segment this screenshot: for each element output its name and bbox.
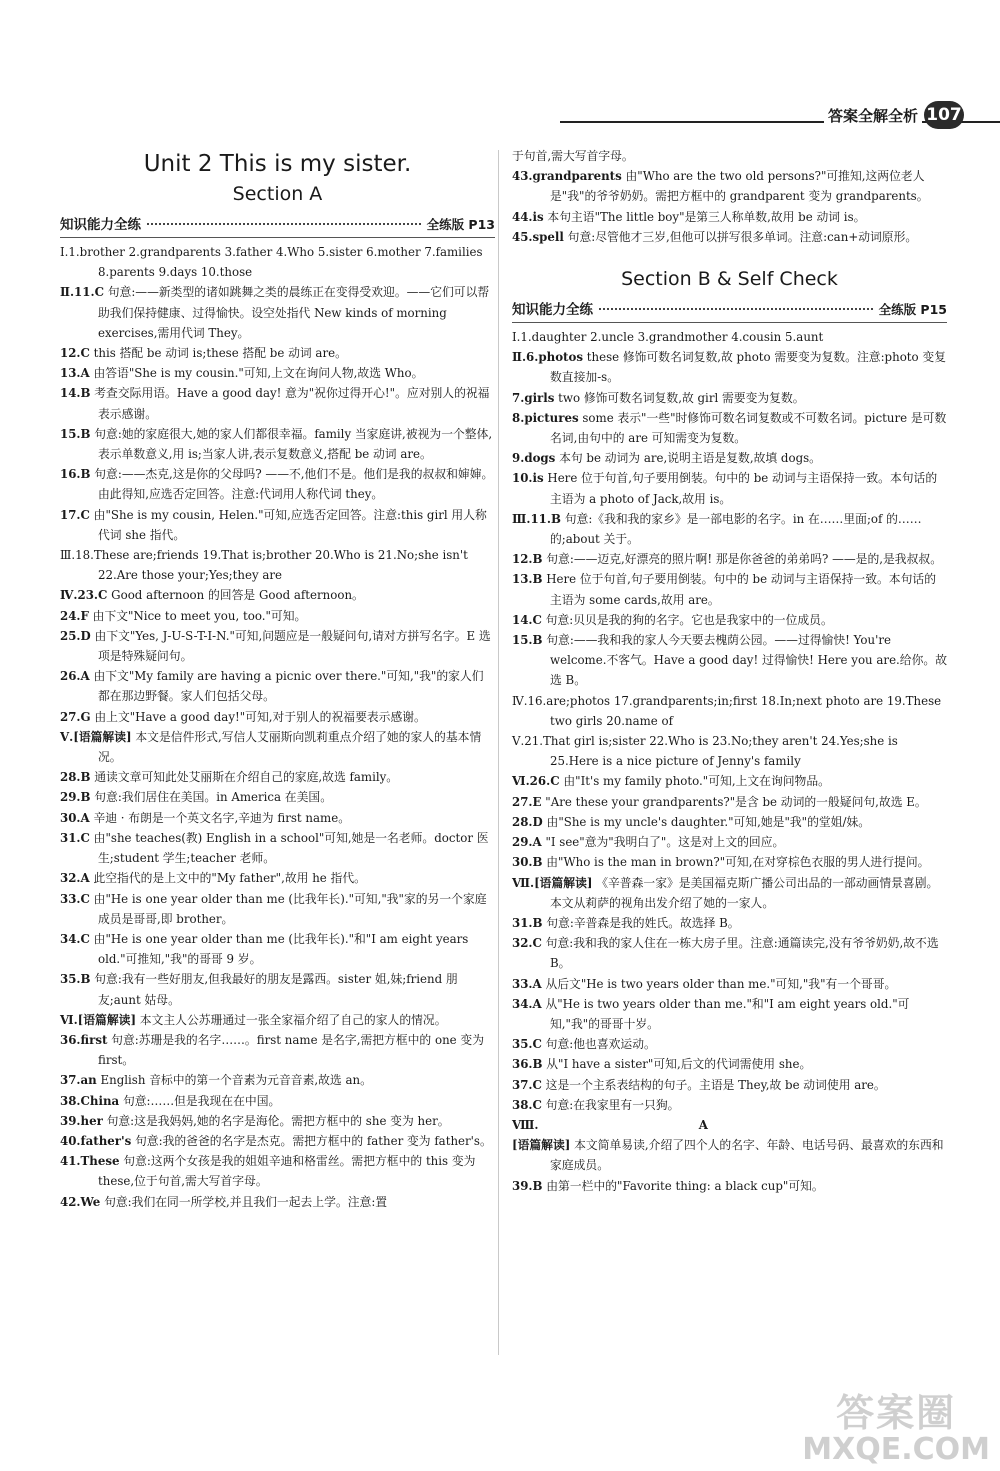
answer-item: [60, 787, 495, 807]
answer-item: [512, 1054, 947, 1074]
answer-item: [512, 873, 947, 913]
answer-text: 从"He is two years older than me."和"I am eight years old."可知,"我"的哥哥十岁。: [545, 996, 910, 1031]
practice-label: 知识能力全练: [512, 302, 593, 319]
answer-text: Here 位于句首,句子要用倒装。句中的 be 动词与主语保持一致。本句话的主语为 some cards,故用 are。: [546, 572, 936, 607]
header-title: 答案全解全析: [824, 105, 922, 126]
answer-item: [60, 1030, 495, 1070]
answer-number: 33.A: [512, 976, 542, 991]
answer-item: [512, 146, 947, 166]
answer-text: 由"It's my family photo."可知,上文在询问物品。: [563, 774, 830, 789]
answer-text: 由"He is one year older than me (比我年长)."可知,"我"家的另一个家庭成员是哥哥,即 brother。: [93, 891, 487, 926]
answer-text: 考查交际用语。Have a good day! 意为"祝你过得开心!"。应对别人的祝福表示感谢。: [94, 386, 490, 421]
answer-text: 由"Who is the man in brown?"可知,在对穿棕色衣服的男人进行提问。: [546, 855, 930, 870]
answer-number: 15.B: [60, 426, 91, 441]
answer-number: 40.father's: [60, 1133, 132, 1148]
section-letter: A: [698, 1117, 708, 1132]
answer-text: "I see"意为"我明白了"。这是对上文的回应。: [545, 835, 785, 850]
answer-number: 41.These: [60, 1154, 120, 1169]
answer-number: 10.is: [512, 471, 544, 486]
answer-item: [512, 933, 947, 973]
answer-item: [60, 424, 495, 464]
answer-item: [512, 166, 947, 206]
answer-number: 32.A: [60, 871, 90, 886]
answer-number: 29.B: [60, 790, 91, 805]
unit-title: Unit 2 This is my sister.: [143, 151, 412, 177]
answer-text: 句意:我有一些好朋友,但我最好的朋友是露西。sister 姐,妹;friend 朋友;aunt 姑母。: [94, 972, 458, 1007]
section-a-title: Section A: [232, 183, 323, 205]
answer-text: 这是一个主系表结构的句子。主语是 They,故 be 动词使用 are。: [545, 1077, 886, 1092]
answer-item: [60, 606, 495, 626]
answer-text: 句意:《我和我的家乡》是一部电影的名字。in 在……里面;of 的……的;about 关于。: [550, 511, 922, 547]
practice-ref: 全练版 P13: [426, 217, 495, 232]
answer-text: these 修饰可数名词复数,故 photo 需要变为复数。注意:photo 变复数直接加-s。: [550, 350, 946, 385]
left-column: [60, 146, 495, 1212]
answer-number: 14.C: [512, 612, 542, 627]
answer-number: 17.C: [60, 507, 90, 522]
answer-text: 本文是信件形式,写信人艾丽斯向凯莉重点介绍了她的家人的基本情况。: [98, 729, 482, 765]
answer-item: [512, 812, 947, 832]
answer-number: 7.girls: [512, 390, 555, 405]
answer-number: 32.C: [512, 936, 542, 951]
answer-text: 由"He is one year older than me (比我年长)."和"I am eight years old."可推知,"我"的哥哥 9 岁。: [93, 931, 469, 967]
answer-number: 15.B: [512, 633, 543, 648]
answer-number: 12.B: [512, 552, 543, 567]
answer-number: 30.B: [512, 855, 543, 870]
answer-number: 12.C: [60, 346, 90, 361]
answer-text: 《辛普森一家》是美国福克斯广播公司出品的一部动画情景喜剧。本文从莉萨的视角出发介绍了她的一家人。: [550, 875, 939, 910]
section-gap: [512, 247, 947, 265]
answer-item: [512, 994, 947, 1034]
answer-text: 句意:她的家庭很大,她的家人们都很幸福。family 当家庭讲,被视为一个整体,表示单数意义,用 is;当家人讲,表示复数意义,搭配 be 动词 are。: [94, 426, 493, 462]
watermark-en: MXQE.COM: [802, 1432, 990, 1467]
answer-number: 29.A: [512, 835, 542, 850]
answer-text: 本句主语"The little boy"是第三人称单数,故用 be 动词 is。: [547, 209, 866, 224]
answer-number: 39.her: [60, 1113, 103, 1128]
answer-item: [60, 1131, 495, 1151]
answer-text: 于句首,需大写首字母。: [512, 149, 634, 163]
answer-number: Ⅳ.23.C: [60, 588, 108, 603]
answer-item: [60, 626, 495, 666]
answer-number: 35.B: [60, 972, 91, 987]
column-divider: [498, 150, 499, 1355]
answer-text: 由"She is my cousin, Helen."可知,应选否定回答。注意:this girl 用人称代词 she 指代。: [93, 507, 487, 542]
answer-number: 34.A: [512, 996, 542, 1011]
practice-heading-b: [512, 299, 947, 323]
practice-ref: 全练版 P15: [878, 302, 947, 318]
answer-number: 25.D: [60, 628, 91, 643]
answer-number: 28.D: [512, 814, 543, 829]
answer-text: English 音标中的第一个音素为元音音素,故选 an。: [100, 1073, 372, 1088]
answer-number: 13.B: [512, 572, 543, 587]
answer-item: [512, 388, 947, 408]
dotted-leader: [599, 308, 873, 310]
answer-text: 本文简单易读,介绍了四个人的名字、年龄、电话号码、最喜欢的东西和家庭成员。: [550, 1138, 944, 1173]
answer-item: [512, 913, 947, 933]
answer-number: 44.is: [512, 209, 544, 224]
answer-text: 句意:贝贝是我的狗的名字。它也是我家中的一位成员。: [545, 612, 833, 627]
answer-item: [60, 727, 495, 767]
answer-number: 42.We: [60, 1194, 101, 1209]
answer-text: two 修饰可数名词复数,故 girl 需要变为复数。: [558, 390, 805, 405]
answer-item: [512, 1034, 947, 1054]
answer-item: [512, 691, 947, 731]
answer-item: [512, 468, 947, 508]
answer-text: 句意:在我家里有一只狗。: [545, 1097, 680, 1112]
answer-text: 从后文"He is two years older than me."可知,"我"有一个哥哥。: [545, 976, 897, 991]
answer-text: 句意:这两个女孩是我的姐姐辛迪和格雷丝。需把方框中的 this 变为 these,位于句首,需大写首字母。: [98, 1154, 476, 1189]
answer-number: Ⅵ.26.C: [512, 774, 560, 789]
answer-number: Ⅱ.11.C: [60, 285, 104, 300]
answer-number: 34.C: [60, 931, 90, 946]
answer-number: [语篇解读]: [512, 1138, 571, 1153]
dotted-leader: [147, 223, 421, 225]
answer-item: [512, 852, 947, 872]
answer-list-right-top: [512, 146, 947, 247]
answer-number: 37.an: [60, 1073, 97, 1088]
practice-label: 知识能力全练: [60, 217, 141, 233]
answer-item: [60, 1070, 495, 1090]
answer-text: 从"I have a sister"可知,后文的代词需使用 she。: [546, 1057, 812, 1072]
answer-text: this 搭配 be 动词 is;these 搭配 be 动词 are。: [93, 346, 347, 361]
answer-number: 28.B: [60, 770, 91, 785]
answer-item: [60, 585, 495, 605]
answer-text: Ⅲ.18.These are;friends 19.That is;brother 20.Who is 21.No;she isn't 22.Are those your;Yes;they are: [60, 548, 468, 583]
answer-item: [512, 974, 947, 994]
answer-text: 由"she teaches(教) English in a school"可知,她是一名老师。doctor 医生;student 学生;teacher 老师。: [93, 830, 489, 866]
answer-item: [512, 207, 947, 227]
answer-text: 本句 be 动词为 are,说明主语是复数,故填 dogs。: [559, 451, 821, 466]
page-number-badge: 107: [924, 101, 964, 129]
answer-item: [512, 1095, 947, 1115]
right-column: [512, 146, 947, 1196]
answer-number: Ⅴ.[语篇解读]: [60, 729, 132, 744]
answer-item: [60, 343, 495, 363]
answer-number: Ⅶ.[语篇解读]: [512, 875, 593, 890]
answer-item: [512, 408, 947, 448]
answer-number: 38.C: [512, 1097, 542, 1112]
answer-item: [512, 771, 947, 791]
answer-text: 由下文"Nice to meet you, too."可知。: [92, 608, 307, 623]
answer-item: [60, 969, 495, 1009]
answer-text: 句意:辛普森是我的姓氏。故选择 B。: [546, 915, 740, 930]
answer-number: 45.spell: [512, 229, 564, 244]
answer-number: 38.China: [60, 1093, 120, 1108]
answer-text: 由上文"Have a good day!"可知,对于别人的祝福要表示感谢。: [94, 709, 426, 724]
answer-text: 句意:我们居住在美国。in America 在美国。: [94, 790, 332, 805]
answer-text: 句意:我们在同一所学校,并且我们一起去上学。注意:置: [104, 1194, 388, 1209]
answer-item: [512, 832, 947, 852]
answer-number: 30.A: [60, 810, 90, 825]
answer-item: [60, 1010, 495, 1030]
answer-text: Here 位于句首,句子要用倒装。句中的 be 动词与主语保持一致。本句话的主语为 a photo of Jack,故用 is。: [547, 471, 938, 506]
section-viii-heading: [512, 1115, 947, 1135]
section-b-title: Section B & Self Check: [621, 268, 838, 291]
practice-heading-a: [60, 214, 495, 238]
answer-number: 33.C: [60, 891, 90, 906]
answer-item: [60, 889, 495, 929]
answer-item: [60, 363, 495, 383]
answer-number: 43.grandparents: [512, 169, 622, 184]
answer-text: Ⅰ.1.daughter 2.uncle 3.grandmother 4.cousin 5.aunt: [512, 330, 824, 345]
section-roman: Ⅷ.: [512, 1117, 539, 1132]
answer-item: [512, 327, 947, 347]
answer-number: 39.B: [512, 1178, 543, 1193]
answer-item: [60, 1192, 495, 1212]
answer-item: [512, 569, 947, 609]
watermark-cn: 答案圈: [836, 1391, 957, 1435]
answer-number: Ⅲ.11.B: [512, 511, 561, 526]
answer-text: "Are these your grandparents?"是含 be 动词的一般疑问句,故选 E。: [545, 794, 927, 809]
answer-number: 24.F: [60, 608, 89, 623]
answer-number: 31.B: [512, 915, 543, 930]
answer-number: 8.pictures: [512, 410, 579, 425]
answer-item: [60, 1111, 495, 1131]
answer-item: [60, 767, 495, 787]
answer-number: 37.C: [512, 1077, 542, 1092]
answer-text: some 表示"一些"时修饰可数名词复数或不可数名词。picture 是可数名词,由句中的 are 可知需变为复数。: [550, 410, 947, 446]
answer-item: [512, 1176, 947, 1196]
answer-item: [60, 707, 495, 727]
answer-item: [60, 282, 495, 343]
answer-text: 由答语"She is my cousin."可知,上文在询问人物,故选 Who。: [93, 366, 424, 381]
answer-item: [60, 808, 495, 828]
answer-text: 本文主人公苏珊通过一张全家福介绍了自己的家人的情况。: [139, 1012, 447, 1027]
answer-text: 由下文"Yes, J-U-S-T-I-N."可知,问题应是一般疑问句,请对方拼写名字。E 选项是特殊疑问句。: [94, 628, 491, 664]
answer-text: 辛迪 · 布朗是一个英文名字,辛迪为 first name。: [93, 810, 350, 825]
answer-text: Good afternoon 的回答是 Good afternoon。: [111, 588, 364, 603]
answer-number: 13.A: [60, 366, 90, 381]
answer-number: 14.B: [60, 386, 91, 401]
answer-text: 通读文章可知此处艾丽斯在介绍自己的家庭,故选 family。: [94, 770, 399, 785]
answer-item: [60, 1091, 495, 1111]
answer-text: 由"Who are the two old persons?"可推知,这两位老人是"我"的爷爷奶奶。需把方框中的 grandparent 变为 grandparents。: [550, 169, 929, 204]
answer-number: 36.B: [512, 1057, 543, 1072]
answer-item: [512, 792, 947, 812]
answer-item: [60, 868, 495, 888]
answer-item: [60, 383, 495, 423]
answer-number: Ⅱ.6.photos: [512, 350, 584, 365]
answer-text: 句意:——杰克,这是你的父母吗? ——不,他们不是。他们是我的叔叔和婶婶。由此得知,应选否定回答。注意:代词用人称代词 they。: [94, 467, 494, 502]
answer-item: [512, 347, 947, 387]
answer-item: [60, 666, 495, 706]
answer-item: [60, 1151, 495, 1191]
answer-text: 句意:……但是我现在在中国。: [122, 1093, 281, 1108]
answer-item: [512, 1135, 947, 1175]
answer-item: [60, 505, 495, 545]
answer-number: Ⅵ.[语篇解读]: [60, 1012, 137, 1027]
answer-list-right: [512, 327, 947, 1115]
answer-number: 31.C: [60, 830, 90, 845]
answer-text: 由"She is my uncle's daughter."可知,她是"我"的堂姐/妹。: [546, 814, 871, 829]
answer-item: [60, 464, 495, 504]
answer-item: [512, 1075, 947, 1095]
answer-text: 句意:——新类型的诸如跳舞之类的晨练正在变得受欢迎。——它们可以帮助我们保持健康、过得愉快。设空处指代 New kinds of morning exercises,需用代词 They。: [98, 285, 490, 340]
answer-item: [512, 610, 947, 630]
answer-text: 句意:我的爸爸的名字是杰克。需把方框中的 father 变为 father's。: [135, 1133, 492, 1148]
answer-item: [512, 731, 947, 771]
answer-item: [512, 509, 947, 549]
answer-text: 此空指代的是上文中的"My father",故用 he 指代。: [93, 871, 366, 886]
answer-text: 由第一栏中的"Favorite thing: a black cup"可知。: [546, 1178, 824, 1193]
answer-number: 26.A: [60, 669, 90, 684]
answer-item: [60, 242, 495, 282]
answer-text: 句意:他也喜欢运动。: [545, 1037, 656, 1052]
answer-list-right-bottom: [512, 1135, 947, 1196]
answer-text: 句意:尽管他才三岁,但他可以拼写很多单词。注意:can+动词原形。: [567, 229, 918, 244]
answer-number: 27.G: [60, 709, 91, 724]
answer-item: [60, 545, 495, 585]
answer-number: 36.first: [60, 1032, 108, 1047]
answer-text: Ⅰ.1.brother 2.grandparents 3.father 4.Who 5.sister 6.mother 7.families 8.parents 9.days 10.those: [60, 245, 483, 280]
answer-text: 句意:我和我的家人住在一栋大房子里。注意:通篇读完,没有爷爷奶奶,故不选 B。: [545, 936, 939, 971]
answer-text: 句意:这是我妈妈,她的名字是海伦。需把方框中的 she 变为 her。: [106, 1113, 450, 1128]
answer-item: [60, 828, 495, 868]
answer-text: 句意:——我和我的家人今天要去槐荫公园。——过得愉快! You're welcome.不客气。Have a good day! 过得愉快! Here you are.给你。故选 B。: [546, 633, 947, 688]
answer-text: Ⅳ.16.are;photos 17.grandparents;in;first 18.In;next photo are 19.These two girls 20.name of: [512, 693, 942, 728]
watermark: [802, 1391, 990, 1465]
answer-number: 9.dogs: [512, 451, 556, 466]
answer-item: [512, 227, 947, 247]
answer-text: 句意:苏珊是我的名字……。first name 是名字,需把方框中的 one 变为 first。: [98, 1032, 485, 1068]
answer-text: 句意:——迈克,好漂亮的照片啊! 那是你爸爸的弟弟吗? ——是的,是我叔叔。: [546, 552, 942, 567]
answer-item: [60, 929, 495, 969]
answer-number: 16.B: [60, 467, 91, 482]
page-header: [560, 101, 1000, 133]
answer-item: [512, 630, 947, 691]
answer-item: [512, 448, 947, 468]
answer-text: Ⅴ.21.That girl is;sister 22.Who is 23.No;they aren't 24.Yes;she is 25.Here is a nice picture of Jenny's family: [512, 734, 898, 769]
answer-number: 27.E: [512, 794, 542, 809]
answer-number: 35.C: [512, 1037, 542, 1052]
answer-item: [512, 549, 947, 569]
answer-list-left: [60, 242, 495, 1212]
answer-text: 由下文"My family are having a picnic over there."可知,"我"的家人们都在那边野餐。家人们包括父母。: [93, 669, 484, 704]
